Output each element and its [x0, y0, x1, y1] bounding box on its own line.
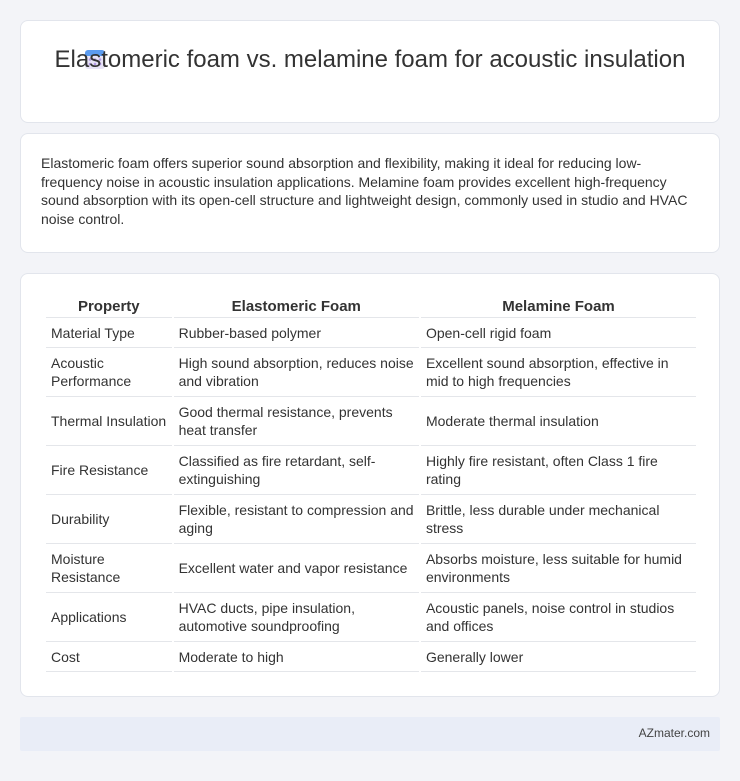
- page-title: Elastomeric foam vs. melamine foam for acoustic insulation: [54, 46, 686, 73]
- header-melamine: Melamine Foam: [421, 296, 696, 318]
- cell-elastomeric: Classified as fire retardant, self-extinguishing: [174, 446, 419, 495]
- summary-text: Elastomeric foam offers superior sound absorption and flexibility, making it ideal for reducing low-frequency noise in acoustic insulation applications. Melamine foam provides excellent high-frequency sound absorption with its open-cell structure and lightweight design, commonly used in studio and HVAC noise control.: [41, 155, 688, 227]
- comparison-card: [20, 273, 720, 697]
- table-header-row: [46, 296, 696, 318]
- table-row: [46, 446, 696, 495]
- table-row: [46, 544, 696, 593]
- header-elastomeric: Elastomeric Foam: [174, 296, 419, 318]
- table-row: [46, 495, 696, 544]
- footer-site-link[interactable]: AZmater.com: [638, 726, 710, 740]
- table-row: [46, 318, 696, 348]
- cell-property: Cost: [46, 642, 172, 672]
- table-row: [46, 348, 696, 397]
- cell-property: Applications: [46, 593, 172, 642]
- cell-melamine: Excellent sound absorption, effective in mid to high frequencies: [421, 348, 696, 397]
- cell-property: Moisture Resistance: [46, 544, 172, 593]
- cell-elastomeric: Good thermal resistance, prevents heat transfer: [174, 397, 419, 446]
- comparison-table: [44, 296, 698, 672]
- cell-property: Fire Resistance: [46, 446, 172, 495]
- cell-melamine: Open-cell rigid foam: [421, 318, 696, 348]
- cell-elastomeric: Rubber-based polymer: [174, 318, 419, 348]
- cell-property: Thermal Insulation: [46, 397, 172, 446]
- cell-property: Material Type: [46, 318, 172, 348]
- cell-elastomeric: Excellent water and vapor resistance: [174, 544, 419, 593]
- table-row: [46, 397, 696, 446]
- cell-property: Acoustic Performance: [46, 348, 172, 397]
- cell-melamine: Brittle, less durable under mechanical stress: [421, 495, 696, 544]
- table-row: [46, 593, 696, 642]
- cell-melamine: Highly fire resistant, often Class 1 fire rating: [421, 446, 696, 495]
- cell-elastomeric: High sound absorption, reduces noise and vibration: [174, 348, 419, 397]
- table-row: [46, 642, 696, 672]
- header-property: Property: [46, 296, 172, 318]
- cell-elastomeric: Moderate to high: [174, 642, 419, 672]
- cell-elastomeric: Flexible, resistant to compression and aging: [174, 495, 419, 544]
- title-card: [20, 20, 720, 123]
- cell-melamine: Acoustic panels, noise control in studios and offices: [421, 593, 696, 642]
- cell-melamine: Absorbs moisture, less suitable for humid environments: [421, 544, 696, 593]
- footer: [20, 717, 720, 751]
- summary-card: [20, 133, 720, 253]
- cell-property: Durability: [46, 495, 172, 544]
- cell-elastomeric: HVAC ducts, pipe insulation, automotive soundproofing: [174, 593, 419, 642]
- cell-melamine: Moderate thermal insulation: [421, 397, 696, 446]
- cell-melamine: Generally lower: [421, 642, 696, 672]
